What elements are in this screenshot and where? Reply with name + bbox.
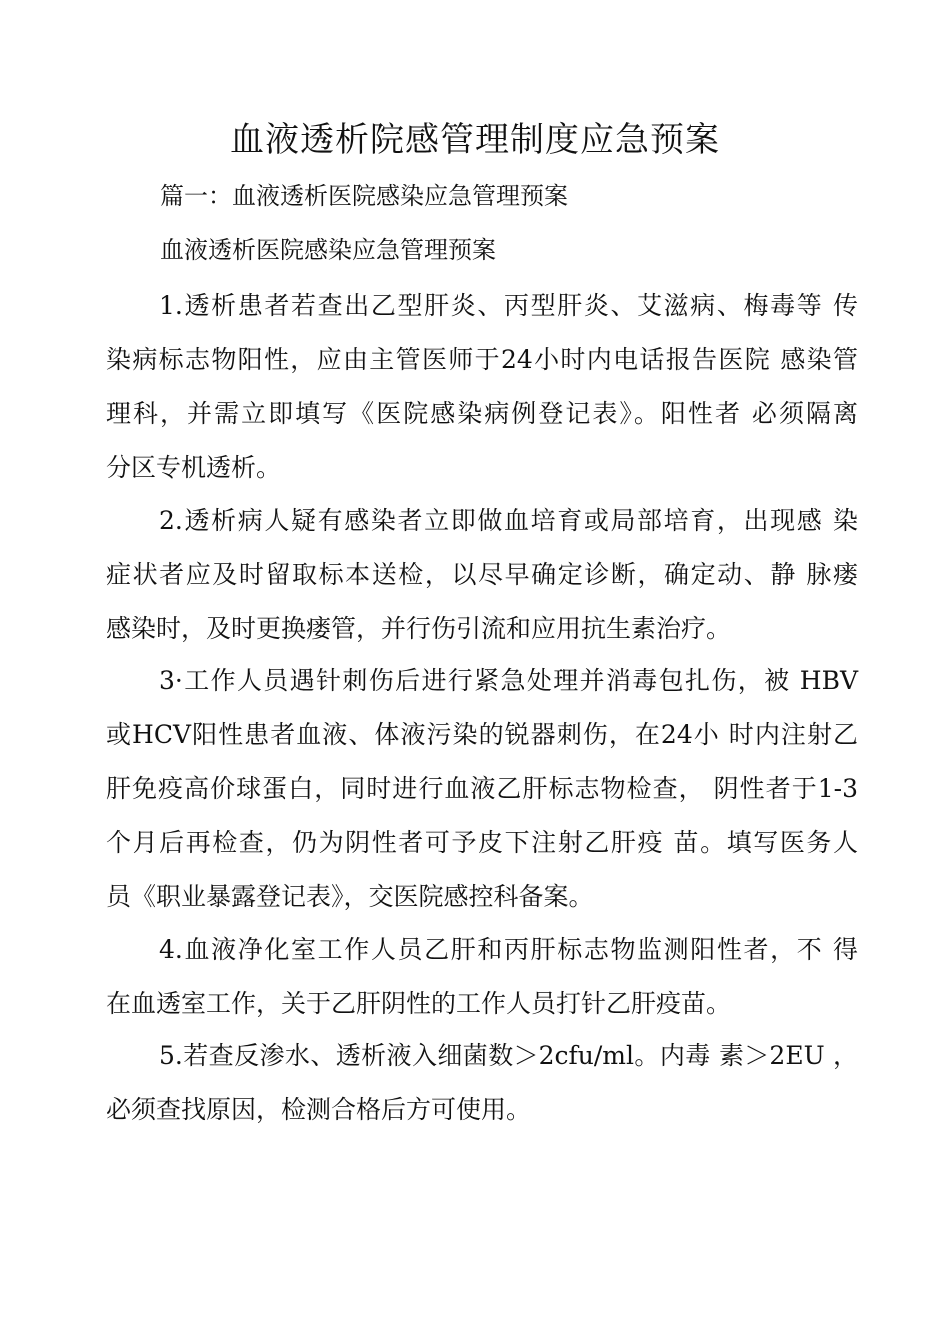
paragraph-line: 感染时，及时更换瘘管，并行伤引流和应用抗生素治疗。 — [106, 614, 732, 643]
section-heading: 篇一：血液透析医院感染应急管理预案 — [160, 182, 568, 210]
paragraph-line: 理科，并需立即填写《医院感染病例登记表》。阳性者 必须隔离 — [106, 399, 858, 428]
paragraph-line: 3·工作人员遇针刺伤后进行紧急处理并消毒包扎伤，被 HBV — [159, 666, 858, 695]
paragraph-line: 1.透析患者若查出乙型肝炎、丙型肝炎、艾滋病、梅毒等 传 — [159, 291, 858, 320]
paragraph-line: 染病标志物阳性，应由主管医师于24小时内电话报告医院 感染管 — [106, 345, 858, 374]
paragraph-4 — [106, 923, 858, 1031]
paragraph-line: 员《职业暴露登记表》，交医院感控科备案。 — [106, 882, 594, 911]
paragraph-2 — [106, 494, 858, 656]
paragraph-line: 症状者应及时留取标本送检，以尽早确定诊断，确定动、静 脉瘘 — [106, 560, 858, 589]
paragraph-line: 4.血液净化室工作人员乙肝和丙肝标志物监测阳性者，不 得 — [159, 935, 858, 964]
section-subheading: 血液透析医院感染应急管理预案 — [160, 236, 496, 264]
paragraph-line: 个月后再检查，仍为阴性者可予皮下注射乙肝疫 苗。填写医务人 — [106, 828, 858, 857]
paragraph-line: 或HCV阳性患者血液、体液污染的锐器刺伤，在24小 时内注射乙 — [106, 720, 858, 749]
document-title: 血液透析院感管理制度应急预案 — [230, 120, 720, 160]
paragraph-5 — [106, 1029, 858, 1137]
paragraph-line: 在血透室工作，关于乙肝阴性的工作人员打针乙肝疫苗。 — [106, 989, 732, 1018]
paragraph-line: 必须查找原因，检测合格后方可使用。 — [106, 1095, 532, 1124]
paragraph-line: 分区专机透析。 — [106, 453, 282, 482]
paragraph-1 — [106, 279, 858, 495]
paragraph-line: 肝免疫高价球蛋白，同时进行血液乙肝标志物检查， 阴性者于1-3 — [106, 774, 858, 803]
paragraph-3 — [106, 654, 858, 924]
paragraph-line: 2.透析病人疑有感染者立即做血培育或局部培育，出现感 染 — [159, 506, 858, 535]
paragraph-line: 5.若查反渗水、透析液入细菌数＞2cfu/ml。内毒 素＞2EU ， — [159, 1041, 858, 1070]
